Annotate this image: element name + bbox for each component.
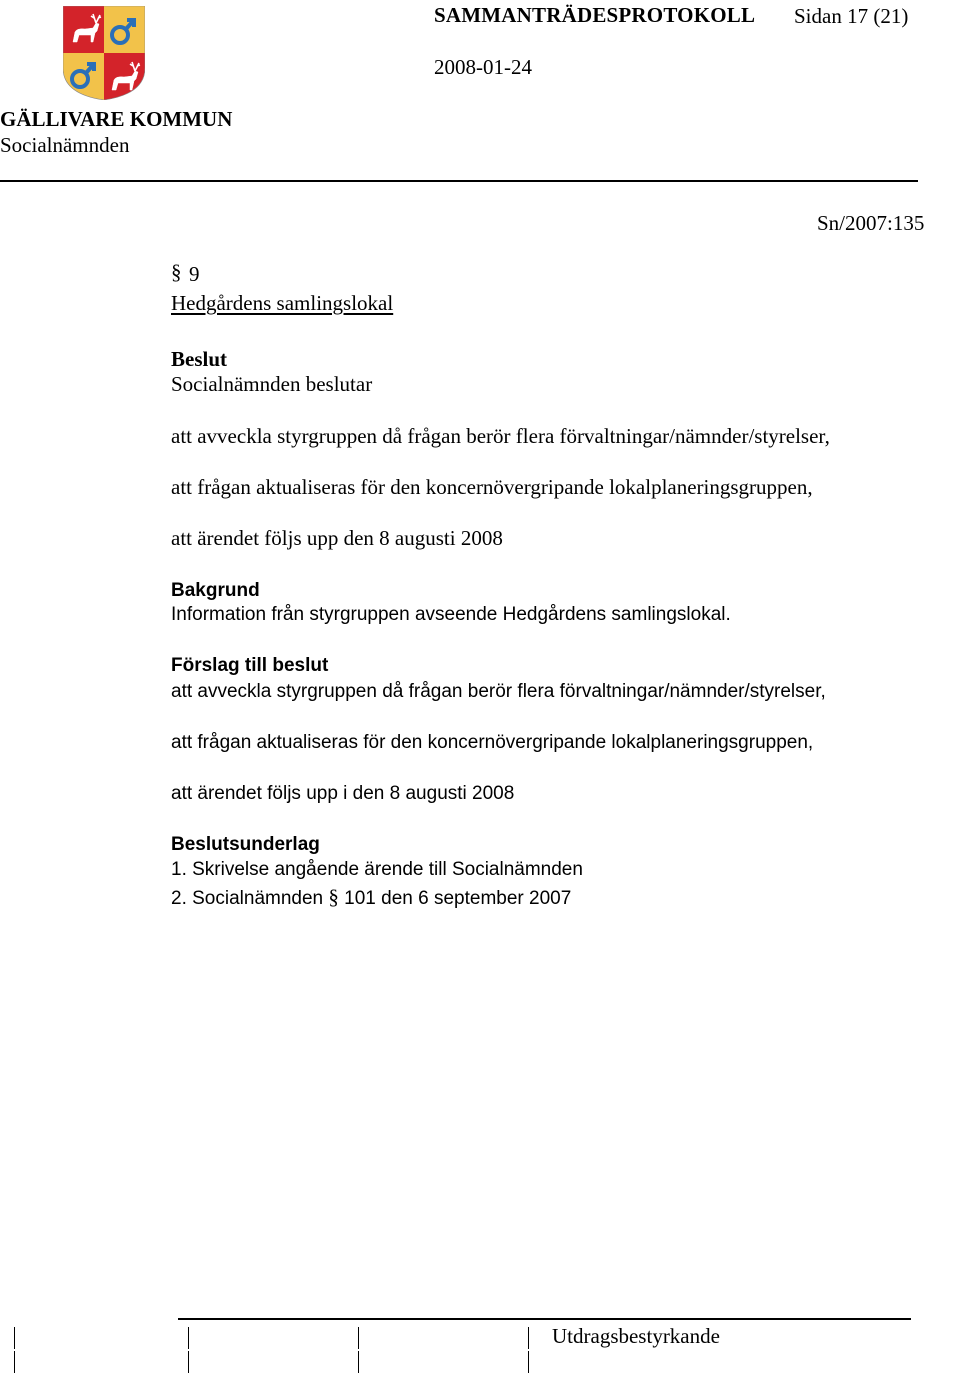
decision-intro: Socialnämnden beslutar [171,372,373,396]
proposal-item: att frågan aktualiseras för den koncernövergripande lokalplaneringsgruppen, [171,732,814,753]
signature-field-divider [14,1351,15,1373]
section-title: Hedgårdens samlingslokal [171,291,394,315]
decision-item: att avveckla styrgruppen då frågan berör flera förvaltningar/nämnder/styrelser, [171,424,830,448]
signature-field-divider [528,1327,529,1349]
decision-heading: Beslut [171,347,228,371]
proposal-item: att ärendet följs upp i den 8 augusti 2008 [171,783,515,804]
background-text: Information från styrgruppen avseende Hedgårdens samlingslokal. [171,604,731,625]
section-sign: § [328,885,339,909]
meeting-date: 2008-01-24 [434,55,532,79]
basis-item [171,885,571,910]
section-sign: § [171,260,182,284]
signature-field-divider [188,1327,189,1349]
case-number: Sn/2007:135 [817,211,925,235]
background-heading: Bakgrund [171,580,260,601]
signature-field-divider [14,1327,15,1349]
proposal-item: att avveckla styrgruppen då frågan berör flera förvaltningar/nämnder/styrelser, [171,681,826,702]
certification-label: Utdragsbestyrkande [552,1324,720,1348]
basis-item: 1. Skrivelse angående ärende till Socialnämnden [171,859,583,880]
basis-heading: Beslutsunderlag [171,834,320,855]
signature-field-divider [188,1351,189,1373]
document-title: SAMMANTRÄDESPROTOKOLL [434,3,756,27]
signature-field-divider [358,1327,359,1349]
proposal-heading: Förslag till beslut [171,655,329,676]
coat-of-arms-logo [63,6,145,100]
section-number: 9 [189,262,200,286]
basis-item-text: 2. Socialnämnden [171,888,324,909]
header-divider [0,180,918,182]
page-number: Sidan 17 (21) [794,4,909,28]
footer-divider [178,1318,911,1320]
signature-field-divider [528,1351,529,1373]
decision-item: att frågan aktualiseras för den koncernövergripande lokalplaneringsgruppen, [171,475,813,499]
basis-item-text: 101 den 6 september 2007 [344,888,572,909]
signature-field-divider [358,1351,359,1373]
decision-item: att ärendet följs upp den 8 augusti 2008 [171,526,503,550]
organization-name: GÄLLIVARE KOMMUN [0,107,233,131]
board-name: Socialnämnden [0,133,130,157]
